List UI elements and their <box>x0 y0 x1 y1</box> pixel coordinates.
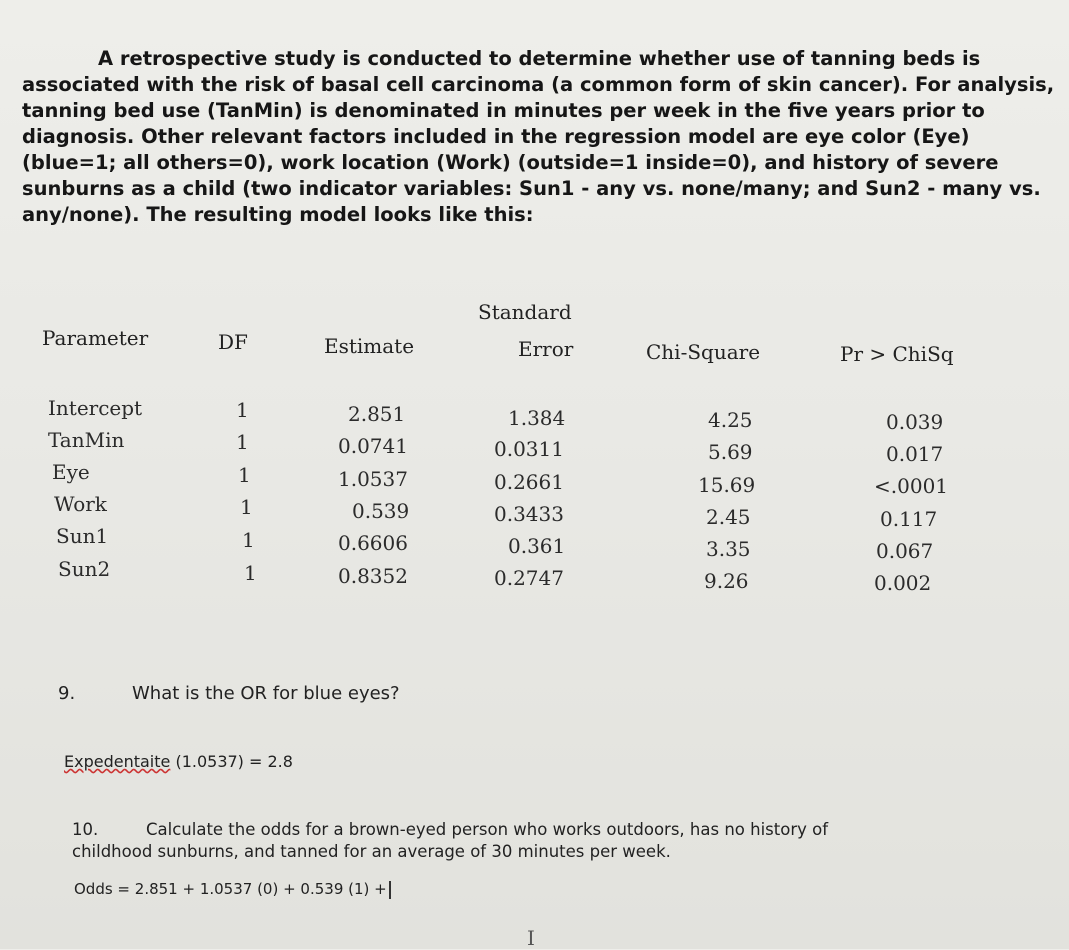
table-cell-se: 1.384 <box>508 406 566 430</box>
text-cursor <box>389 881 391 899</box>
intro-line: associated with the risk of basal cell carcinoma (a common form of skin cancer). For analysis, <box>22 73 1055 96</box>
question-10 <box>72 819 972 863</box>
table-cell-chisq: 2.45 <box>706 505 751 529</box>
table-cell-se: 0.2661 <box>494 470 564 494</box>
table-cell-p: 0.039 <box>886 410 944 434</box>
table-cell-estimate: 0.8352 <box>338 564 408 588</box>
table-cell-parameter: Sun2 <box>58 557 111 581</box>
intro-line: any/none). The resulting model looks like this: <box>22 203 534 226</box>
answer-text: (1.0537) = 2.8 <box>170 752 293 771</box>
answer-9[interactable] <box>64 752 293 771</box>
answer-10-input[interactable] <box>74 880 391 899</box>
table-cell-df: 1 <box>242 528 255 552</box>
header-estimate: Estimate <box>324 334 415 358</box>
header-chi-square: Chi-Square <box>646 340 761 364</box>
table-cell-chisq: 4.25 <box>708 408 753 432</box>
intro-line: diagnosis. Other relevant factors included in the regression model are eye color (Eye) <box>22 125 970 148</box>
question-text: Calculate the odds for a brown-eyed person who works outdoors, has no history of <box>146 820 829 839</box>
table-cell-df: 1 <box>238 463 251 487</box>
table-cell-chisq: 15.69 <box>698 473 756 497</box>
header-standard: Standard <box>478 300 572 324</box>
table-cell-df: 1 <box>244 561 257 585</box>
table-cell-estimate: 0.539 <box>352 499 410 523</box>
misspelled-word: Expedentaite <box>64 752 171 771</box>
header-error: Error <box>518 337 574 361</box>
header-p-value: Pr > ChiSq <box>840 342 954 366</box>
table-cell-estimate: 2.851 <box>348 402 406 426</box>
table-cell-parameter: Intercept <box>48 396 143 420</box>
table-cell-p: 0.002 <box>874 571 932 595</box>
table-cell-p: 0.067 <box>876 539 934 563</box>
intro-line: tanning bed use (TanMin) is denominated in minutes per week in the five years prior to <box>22 99 985 122</box>
table-cell-parameter: TanMin <box>48 428 125 452</box>
header-df: DF <box>218 330 248 354</box>
intro-line: (blue=1; all others=0), work location (Work) (outside=1 inside=0), and history of severe <box>22 151 999 174</box>
table-cell-chisq: 9.26 <box>704 569 749 593</box>
question-text-continued: childhood sunburns, and tanned for an average of 30 minutes per week. <box>72 842 671 861</box>
question-text: What is the OR for blue eyes? <box>132 683 400 704</box>
question-number: 9. <box>58 683 76 704</box>
table-cell-se: 0.2747 <box>494 566 564 590</box>
question-9 <box>58 683 400 704</box>
table-cell-se: 0.3433 <box>494 502 564 526</box>
table-cell-estimate: 1.0537 <box>338 467 408 491</box>
table-cell-chisq: 3.35 <box>706 537 751 561</box>
table-cell-estimate: 0.0741 <box>338 434 408 458</box>
table-cell-se: 0.361 <box>508 534 566 558</box>
header-parameter: Parameter <box>42 326 149 350</box>
table-cell-df: 1 <box>236 398 249 422</box>
table-cell-parameter: Eye <box>52 460 90 484</box>
table-cell-parameter: Work <box>54 492 107 516</box>
question-number: 10. <box>72 820 99 839</box>
table-cell-p: <.0001 <box>874 474 949 498</box>
table-cell-estimate: 0.6606 <box>338 531 408 555</box>
table-cell-p: 0.017 <box>886 442 944 466</box>
table-cell-parameter: Sun1 <box>56 524 109 548</box>
mouse-ibeam-cursor-icon: I <box>527 926 535 950</box>
odds-equation: Odds = 2.851 + 1.0537 (0) + 0.539 (1) + <box>74 880 387 898</box>
table-cell-df: 1 <box>240 495 253 519</box>
intro-line: A retrospective study is conducted to determine whether use of tanning beds is <box>98 47 981 70</box>
table-cell-df: 1 <box>236 430 249 454</box>
intro-line: sunburns as a child (two indicator variables: Sun1 - any vs. none/many; and Sun2 - many vs. <box>22 177 1041 200</box>
table-cell-se: 0.0311 <box>494 437 564 461</box>
table-cell-chisq: 5.69 <box>708 440 753 464</box>
table-cell-p: 0.117 <box>880 507 938 531</box>
